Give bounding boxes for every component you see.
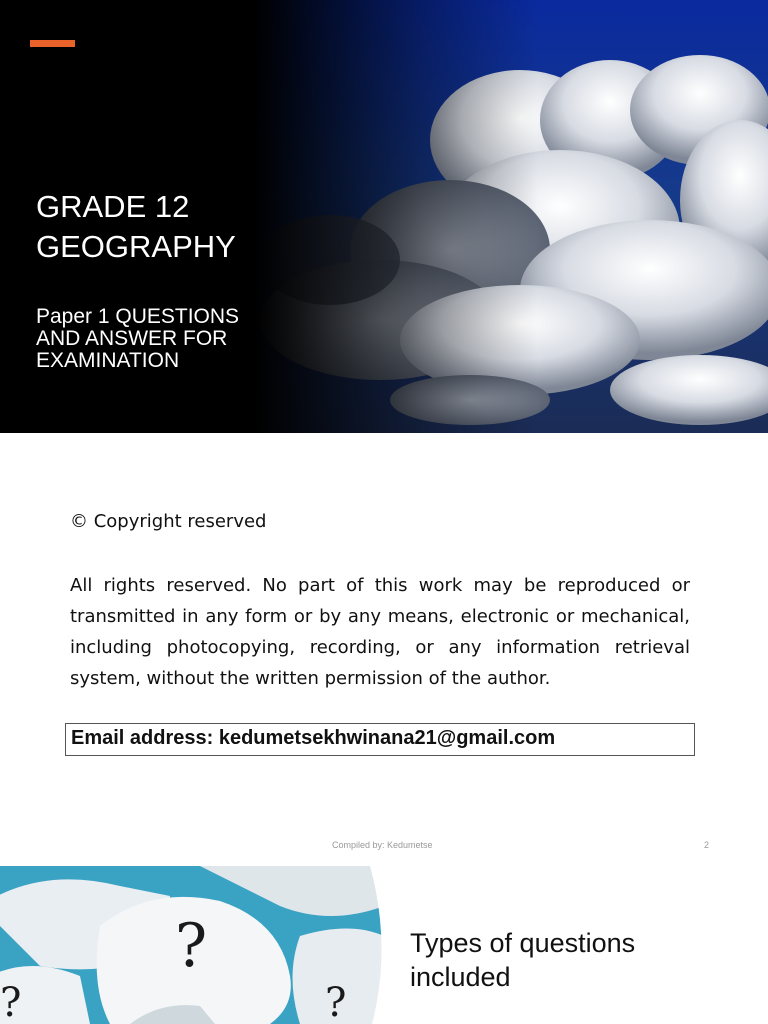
cover-subtitle-line: AND ANSWER FOR — [36, 327, 228, 350]
page-number: 2 — [704, 840, 710, 850]
accent-bar — [30, 40, 75, 47]
types-slide — [0, 866, 768, 1024]
copyright-heading: © Copyright reserved — [70, 511, 267, 532]
email-address[interactable]: Email address: kedumetsekhwinana21@gmail.com — [65, 723, 695, 756]
svg-text:?: ? — [0, 980, 22, 1024]
types-heading-line: included — [410, 962, 511, 992]
question-mark-heads-image — [0, 866, 384, 1024]
copyright-body: All rights reserved. No part of this work may be reproduced or transmitted in any form or by any means, electronic or mechanical, including photocopying, recording, or any information retrieval system, without the written permission of the author. — [70, 575, 690, 689]
copyright-slide — [0, 433, 768, 866]
cover-subtitle-line: Paper 1 QUESTIONS — [36, 305, 240, 328]
cover-subtitle — [36, 306, 286, 372]
cover-title-line: GEOGRAPHY — [36, 229, 236, 264]
types-heading — [410, 926, 750, 994]
cover-title — [36, 187, 296, 267]
svg-text:?: ? — [325, 980, 347, 1024]
svg-text:?: ? — [175, 911, 208, 981]
footer-compiled-by: Compiled by: Kedumetse — [332, 840, 433, 850]
cover-subtitle-line: EXAMINATION — [36, 349, 180, 372]
cover-title-line: GRADE 12 — [36, 189, 190, 224]
types-heading-line: Types of questions — [410, 928, 636, 958]
cover-slide — [0, 0, 768, 433]
